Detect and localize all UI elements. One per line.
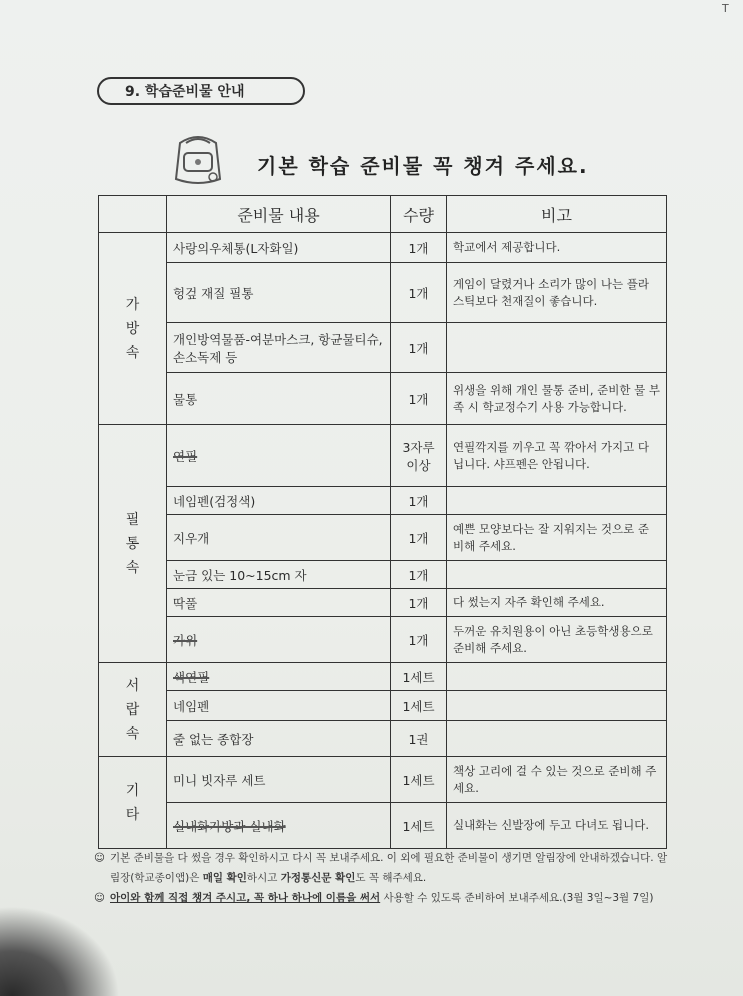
- note-cell: 학교에서 제공합니다.: [447, 233, 667, 263]
- qty-cell: 1개: [391, 233, 447, 263]
- note-cell: [447, 323, 667, 373]
- note-cell: 연필깍지를 끼우고 꼭 깎아서 가지고 다닙니다. 샤프펜은 안됩니다.: [447, 425, 667, 487]
- qty-cell: 1개: [391, 617, 447, 663]
- table-row: [99, 663, 667, 691]
- item-cell: 개인방역물품-여분마스크, 항균물티슈, 손소독제 등: [167, 323, 391, 373]
- smiley-icon: ☺: [94, 892, 105, 904]
- page-mark: Τ: [722, 2, 729, 15]
- item-cell: 헝겊 재질 필통: [167, 263, 391, 323]
- table-row: [99, 425, 667, 487]
- note-cell: 예쁜 모양보다는 잘 지워지는 것으로 준비해 주세요.: [447, 515, 667, 561]
- qty-cell: 1세트: [391, 691, 447, 721]
- table-row: [99, 803, 667, 849]
- table-row: [99, 589, 667, 617]
- page-title: 기본 학습 준비물 꼭 챙겨 주세요.: [257, 154, 589, 178]
- item-cell: 눈금 있는 10~15cm 자: [167, 561, 391, 589]
- table-row: [99, 373, 667, 425]
- note-cell: 다 썼는지 자주 확인해 주세요.: [447, 589, 667, 617]
- note-cell: [447, 721, 667, 757]
- note-cell: 두꺼운 유치원용이 아닌 초등학생용으로 준비해 주세요.: [447, 617, 667, 663]
- table-row: [99, 561, 667, 589]
- qty-cell: 1권: [391, 721, 447, 757]
- item-cell: 가위: [167, 617, 391, 663]
- table-row: [99, 757, 667, 803]
- item-cell: 딱풀: [167, 589, 391, 617]
- note-cell: [447, 561, 667, 589]
- table-row: [99, 263, 667, 323]
- item-cell: 줄 없는 종합장: [167, 721, 391, 757]
- item-cell: 지우개: [167, 515, 391, 561]
- header-blank: [99, 196, 167, 233]
- table-row: [99, 721, 667, 757]
- note-cell: [447, 691, 667, 721]
- item-cell: 색연필: [167, 663, 391, 691]
- section-heading-label: 9. 학습준비물 안내: [125, 84, 245, 100]
- supplies-table: [98, 195, 667, 849]
- qty-cell: 1세트: [391, 663, 447, 691]
- item-cell: 네임펜: [167, 691, 391, 721]
- qty-cell: 1개: [391, 323, 447, 373]
- school-bag-icon: [166, 129, 230, 189]
- category-pencil-case: 필 통 속: [99, 425, 167, 663]
- qty-cell: 1개: [391, 373, 447, 425]
- smiley-icon: ☺: [94, 852, 105, 864]
- table-row: [99, 323, 667, 373]
- note-cell: [447, 663, 667, 691]
- category-etc: 기 타: [99, 757, 167, 849]
- qty-cell: 1세트: [391, 803, 447, 849]
- qty-cell: 1개: [391, 561, 447, 589]
- section-heading: [97, 77, 305, 105]
- note-cell: 책상 고리에 걸 수 있는 것으로 준비해 주세요.: [447, 757, 667, 803]
- item-cell: 미니 빗자루 세트: [167, 757, 391, 803]
- header-item: 준비물 내용: [167, 196, 391, 233]
- note-cell: [447, 487, 667, 515]
- header-qty: 수량: [391, 196, 447, 233]
- qty-cell: 1개: [391, 515, 447, 561]
- qty-cell: 1개: [391, 263, 447, 323]
- item-cell: 실내화가방과 실내화: [167, 803, 391, 849]
- qty-cell: 1세트: [391, 757, 447, 803]
- qty-cell: 1개: [391, 487, 447, 515]
- note-cell: 게임이 달렸거나 소리가 많이 나는 플라스틱보다 천재질이 좋습니다.: [447, 263, 667, 323]
- qty-cell: 3자루 이상: [391, 425, 447, 487]
- table-row: [99, 233, 667, 263]
- category-desk: 서 랍 속: [99, 663, 167, 757]
- item-cell: 연필: [167, 425, 391, 487]
- item-cell: 네임펜(검정색): [167, 487, 391, 515]
- photo-shadow: [0, 906, 120, 996]
- table-row: [99, 515, 667, 561]
- table-row: [99, 617, 667, 663]
- footer-note-2: ☺ 아이와 함께 직접 챙겨 주시고, 꼭 하나 하나에 이름을 써서 사용할 수 있도록 준비하여 보내주세요.(3월 3일~3월 7일): [110, 888, 670, 908]
- category-bag: 가 방 속: [99, 233, 167, 425]
- table-header-row: [99, 196, 667, 233]
- table-row: [99, 487, 667, 515]
- item-cell: 물통: [167, 373, 391, 425]
- item-cell: 사랑의우체통(L자화일): [167, 233, 391, 263]
- qty-cell: 1개: [391, 589, 447, 617]
- note-cell: 위생을 위해 개인 물통 준비, 준비한 물 부족 시 학교정수기 사용 가능합니다.: [447, 373, 667, 425]
- footer-notes: [94, 848, 670, 908]
- table-row: [99, 691, 667, 721]
- footer-note-1: ☺ 기본 준비물을 다 썼을 경우 확인하시고 다시 꼭 보내주세요. 이 외에 필요한 준비물이 생기면 알림장에 안내하겠습니다. 알림장(학교종이앱)은 매일 확인하시고 가정통신문 확인도 꼭 해주세요.: [110, 848, 670, 888]
- header-note: 비고: [447, 196, 667, 233]
- note-cell: 실내화는 신발장에 두고 다녀도 됩니다.: [447, 803, 667, 849]
